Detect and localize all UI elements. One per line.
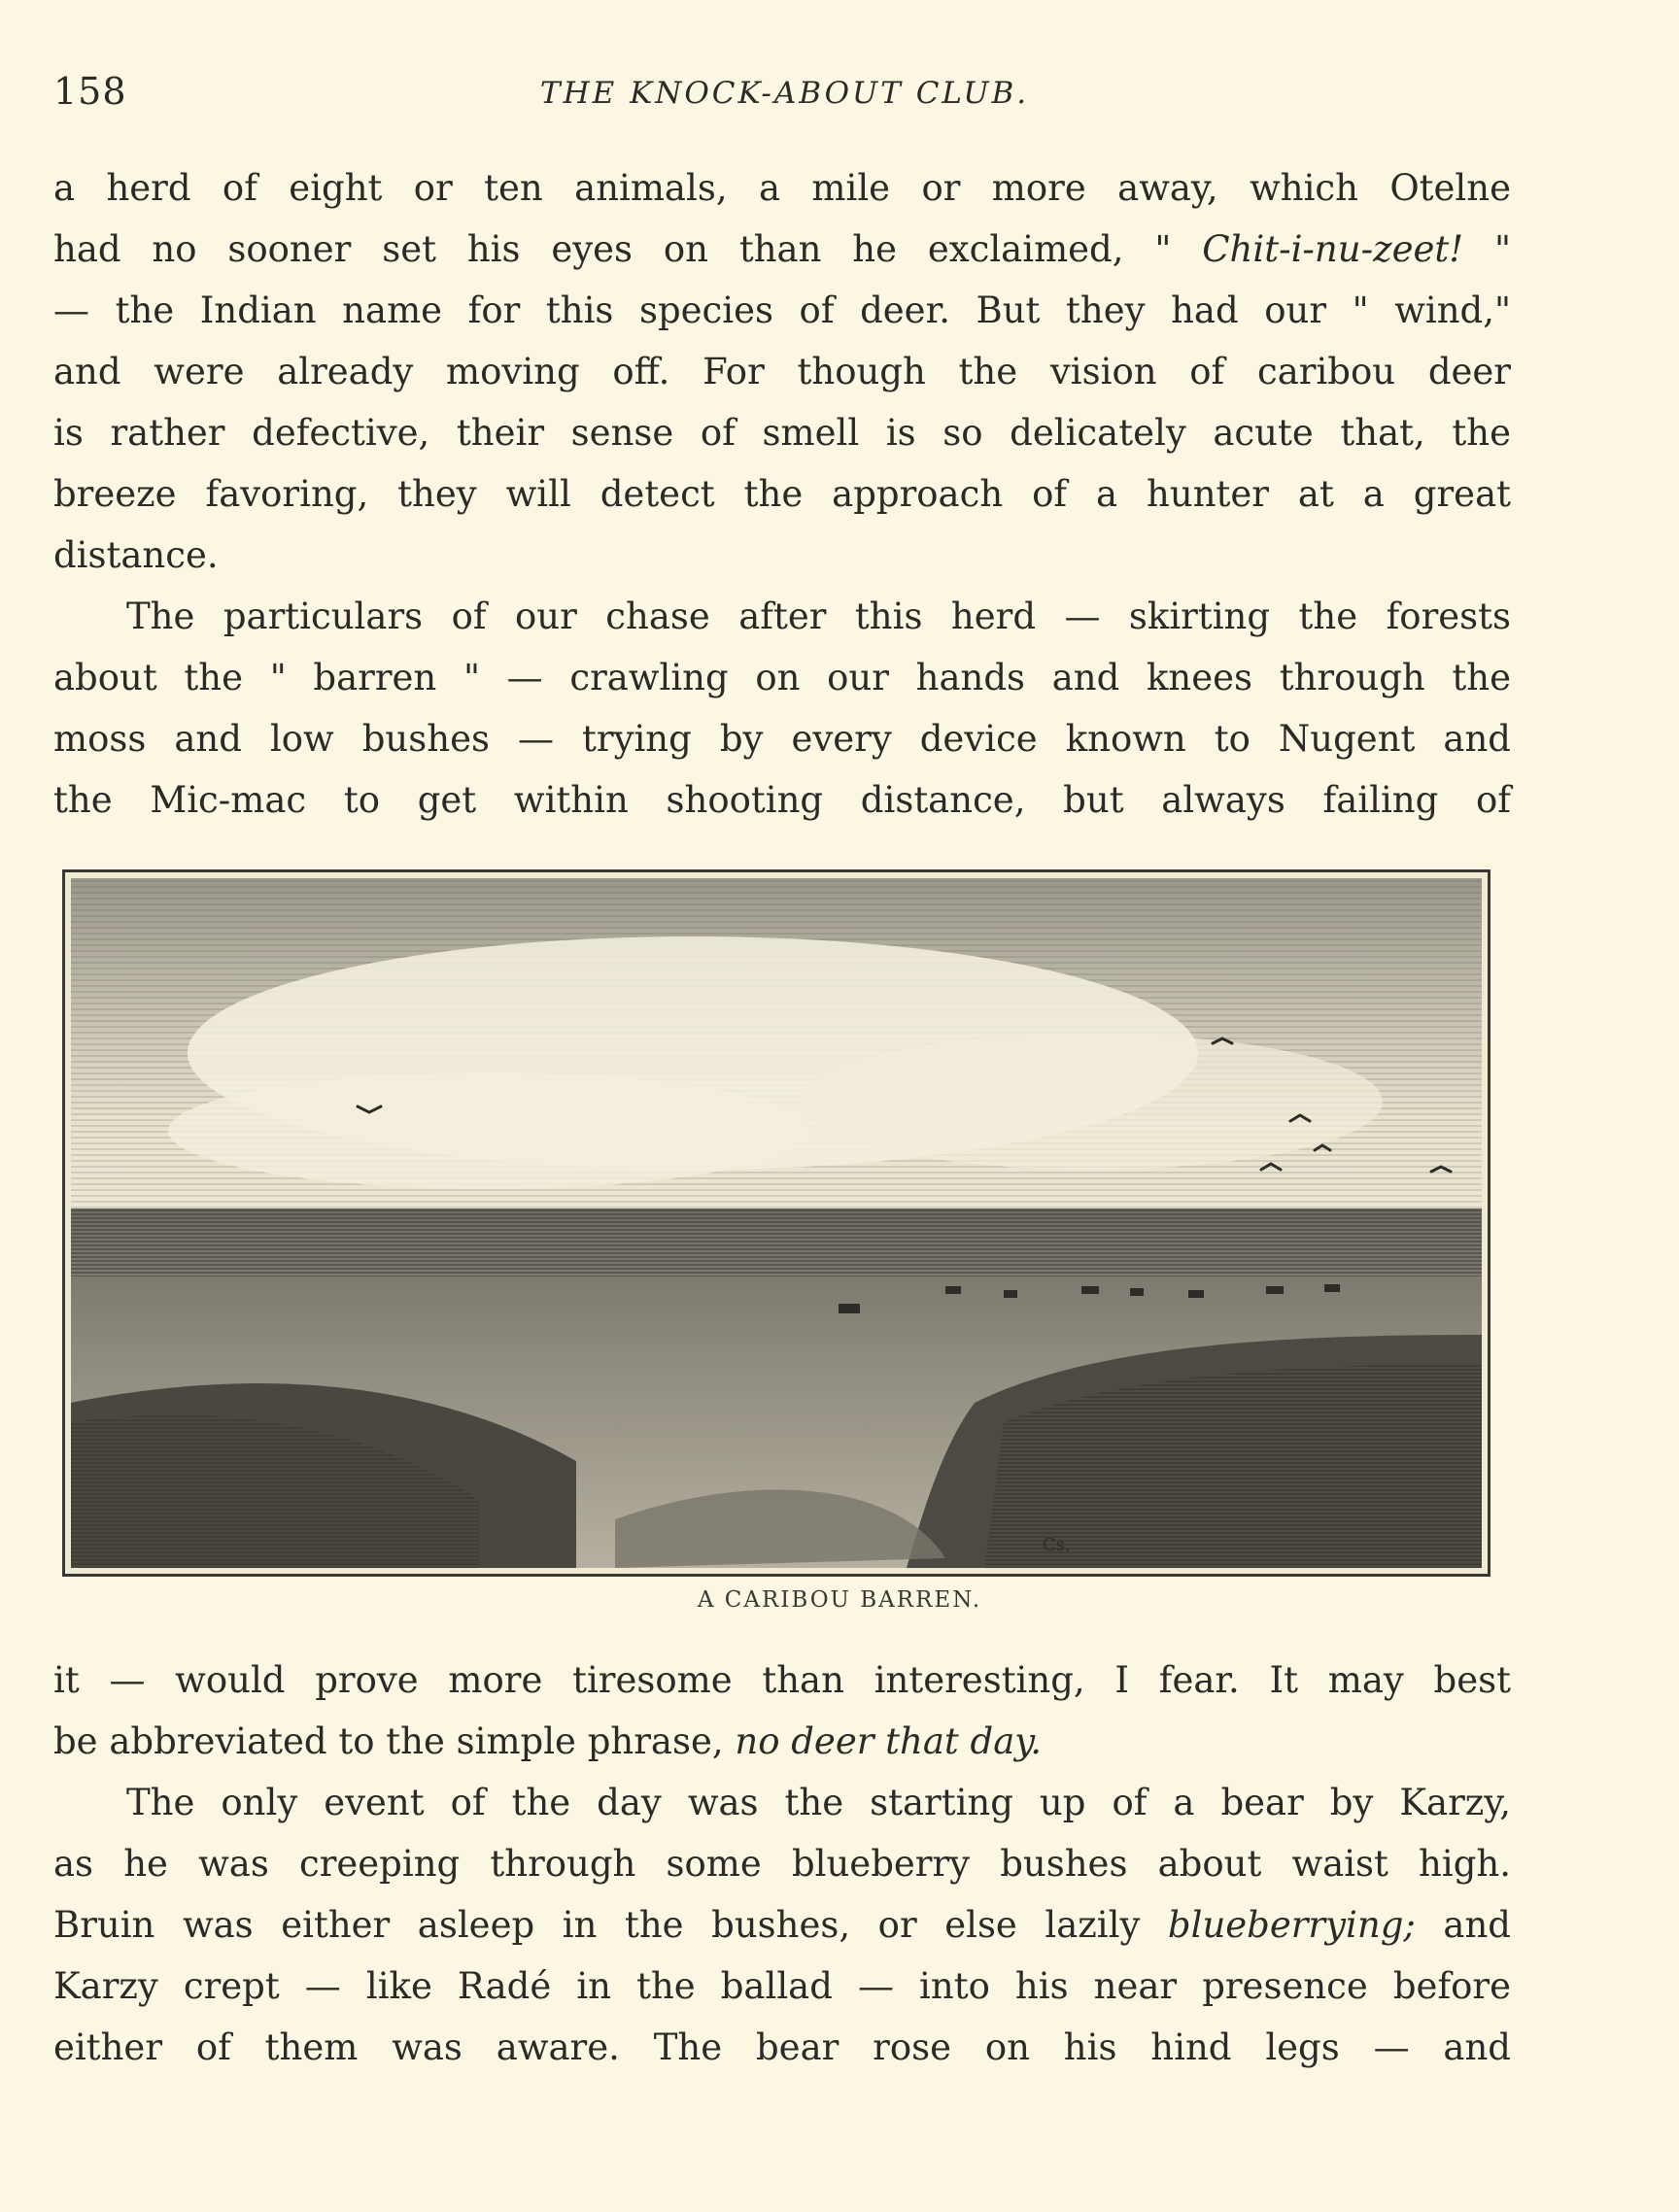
- text-line: The particulars of our chase after this herd — skirting the forests: [126, 596, 1511, 637]
- engraver-mark: Cs.: [1043, 1535, 1071, 1555]
- figure-caption: A CARIBOU BARREN.: [697, 1587, 982, 1613]
- text-line: distance.: [53, 534, 219, 576]
- text-line: moss and low bushes — trying by every device known to Nugent and: [53, 718, 1511, 760]
- text-line: a herd of eight or ten animals, a mile or more away, which Otelne: [53, 167, 1511, 209]
- text-line: either of them was aware. The bear rose on his hind legs — and: [53, 2026, 1511, 2068]
- text-line: and were already moving off. For though the vision of caribou deer: [53, 351, 1511, 392]
- text-line: as he was creeping through some blueberry bushes about waist high.: [53, 1843, 1511, 1885]
- text-line: The only event of the day was the starting up of a bear by Karzy,: [126, 1782, 1511, 1823]
- text-line: Bruin was either asleep in the bushes, or else lazily blueberrying; and: [53, 1904, 1511, 1946]
- text-line: — the Indian name for this species of deer. But they had our " wind,": [53, 289, 1511, 331]
- text-line: the Mic-mac to get within shooting distance, but always failing of: [53, 779, 1511, 821]
- page-number: 158: [53, 70, 127, 113]
- text-line: it — would prove more tiresome than interesting, I fear. It may best: [53, 1659, 1511, 1701]
- text-line: had no sooner set his eyes on than he exclaimed, " Chit-i-nu-zeet! ": [53, 228, 1512, 270]
- paragraph-block-bottom: [53, 1650, 1511, 2078]
- engraving-figure: [62, 869, 1491, 1577]
- caribou-barren-engraving: [71, 878, 1482, 1568]
- italic-phrase: no deer that day.: [735, 1720, 1043, 1762]
- italic-word: blueberrying;: [1167, 1904, 1416, 1946]
- italic-exclamation: Chit-i-nu-zeet!: [1202, 228, 1464, 270]
- running-head: THE KNOCK-ABOUT CLUB.: [539, 76, 1030, 111]
- text-line: about the " barren " — crawling on our hands and knees through the: [53, 657, 1511, 698]
- text-line: is rather defective, their sense of smell is so delicately acute that, the: [53, 412, 1511, 454]
- text-line: be abbreviated to the simple phrase, no deer that day.: [53, 1720, 1043, 1762]
- page-header: [53, 70, 1516, 128]
- paragraph-block-top: [53, 157, 1511, 831]
- text-line: Karzy crept — like Radé in the ballad — into his near presence before: [53, 1965, 1511, 2007]
- text-line: breeze favoring, they will detect the approach of a hunter at a great: [53, 473, 1511, 515]
